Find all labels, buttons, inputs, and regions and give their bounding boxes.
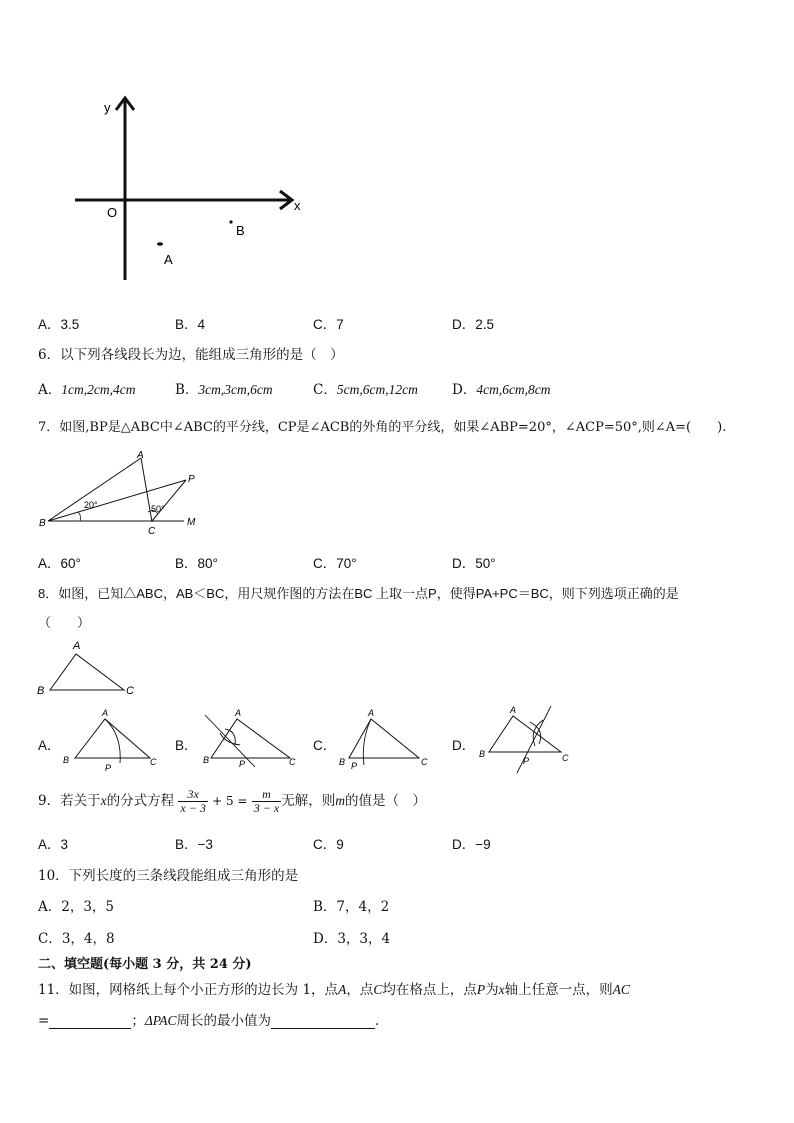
origin-label: O xyxy=(107,205,118,220)
q10-option-b[interactable]: B．7，4，2 xyxy=(313,899,390,915)
q9-fraction-2: $\frac{m}{3 - x}$ xyxy=(253,787,280,815)
q7-label-m: M xyxy=(187,517,196,528)
q8a-label-b: B xyxy=(63,755,70,765)
q8-label-c: C xyxy=(126,685,134,697)
point-b-label: B xyxy=(236,223,245,238)
q9-option-b[interactable]: B．−3 xyxy=(175,837,213,852)
q10-stem: 10．下列长度的三条线段能组成三角形的是 xyxy=(38,868,299,884)
q8-main-triangle xyxy=(50,654,124,690)
q8c-label-c: C xyxy=(421,757,428,767)
q11-line2: = ；ΔPAC周长的最小值为 . xyxy=(38,1013,380,1029)
q8b-label-c: C xyxy=(289,757,296,767)
q7-angle-50: 50° xyxy=(151,504,165,514)
q10-option-c[interactable]: C．3，4，8 xyxy=(38,931,115,947)
q7-figure xyxy=(34,446,224,538)
q8b-label-a: A xyxy=(235,708,242,718)
q8-option-d[interactable]: D． xyxy=(452,738,476,753)
q7-option-c[interactable]: C．70° xyxy=(313,556,357,571)
q8b-arc-1 xyxy=(220,733,240,745)
q7-line-cp xyxy=(152,480,186,521)
q8a-triangle xyxy=(75,719,150,758)
q8b-label-p: P xyxy=(239,759,246,769)
q8-option-b-figure[interactable] xyxy=(195,705,300,775)
q8-stem-line2: （ ） xyxy=(38,615,91,630)
q7-line-bp xyxy=(48,480,186,521)
q8b-label-b: B xyxy=(203,755,210,765)
point-b-dot xyxy=(229,220,232,223)
q8-main-figure xyxy=(34,636,144,698)
q7-label-b: B xyxy=(39,518,46,529)
q6-option-d[interactable]: D．4cm,6cm,8cm xyxy=(452,382,551,398)
q7-option-a[interactable]: A．60° xyxy=(38,556,81,571)
q8d-label-c: C xyxy=(562,753,569,763)
q8-label-a: A xyxy=(73,640,81,652)
q8-option-d-figure[interactable] xyxy=(475,700,585,775)
point-a-label: A xyxy=(164,252,173,267)
y-axis-label: y xyxy=(104,100,111,115)
q8c-label-b: B xyxy=(339,757,346,767)
q5-option-b[interactable]: B．4 xyxy=(175,317,206,332)
q11-line1: 11．如图，网格纸上每个小正方形的边长为 1，点A，点C均在格点上，点P为x轴上任意一点，则AC xyxy=(38,982,630,998)
q7-label-c: C xyxy=(148,526,156,537)
q8d-triangle xyxy=(489,716,561,752)
q8a-label-a: A xyxy=(102,708,109,718)
q7-option-d[interactable]: D．50° xyxy=(452,556,496,571)
q7-angle-20: 20° xyxy=(84,500,98,510)
q9-option-c[interactable]: C．9 xyxy=(313,837,344,852)
q8b-triangle xyxy=(211,719,290,758)
q7-stem: 7．如图,BP是△ABC中∠ABC的平分线，CP是∠ACB的外角的平分线，如果∠ABP=20°，∠ACP=50°,则∠A=( ). xyxy=(38,420,727,435)
q7-option-b[interactable]: B．80° xyxy=(175,556,218,571)
q8-stem-line1: 8．如图，已知△ABC，AB＜BC，用尺规作图的方法在BC 上取一点P，使得PA+PC＝BC，则下列选项正确的是 xyxy=(38,586,679,601)
q8c-label-p: P xyxy=(351,761,358,771)
q5-option-d[interactable]: D．2.5 xyxy=(452,317,495,332)
q6-option-c[interactable]: C．5cm,6cm,12cm xyxy=(313,382,418,398)
q11-blank-1[interactable] xyxy=(49,1014,131,1029)
q7-side-ba xyxy=(48,458,141,521)
q10-option-a[interactable]: A．2，3，5 xyxy=(38,899,115,915)
section-2-title: 二、填空题(每小题 3 分，共 24 分) xyxy=(38,957,252,972)
q8-option-c-figure[interactable] xyxy=(335,705,435,775)
q7-label-p: P xyxy=(188,474,195,485)
q8b-bisector xyxy=(205,715,255,767)
q6-option-b[interactable]: B．3cm,3cm,6cm xyxy=(175,382,273,398)
q8d-label-b: B xyxy=(479,749,486,759)
q9-option-a[interactable]: A．3 xyxy=(38,837,69,852)
q8d-label-a: A xyxy=(510,705,517,715)
q8a-label-c: C xyxy=(150,757,157,767)
q7-angle-arc-b xyxy=(78,512,81,521)
q8c-label-a: A xyxy=(368,708,375,718)
q9-stem: 9．若关于x的分式方程 $\frac{3x}{x - 3}$ + 5 = $\frac{m}{3 - x}$ 无解，则m的值是（ ） xyxy=(38,787,426,815)
q7-label-a: A xyxy=(137,450,144,461)
q10-option-d[interactable]: D．3，3，4 xyxy=(313,931,391,947)
q8-option-a-figure[interactable] xyxy=(60,705,160,775)
q8d-label-p: P xyxy=(523,756,530,766)
q8-option-c[interactable]: C． xyxy=(313,738,337,753)
q8-label-b: B xyxy=(37,685,45,697)
q9-fraction-1: $\frac{3x}{x - 3}$ xyxy=(180,787,206,815)
q11-blank-2[interactable] xyxy=(271,1014,375,1029)
q8a-label-p: P xyxy=(105,763,112,773)
q5-option-a[interactable]: A．3.5 xyxy=(38,317,80,332)
q5-option-c[interactable]: C．7 xyxy=(313,317,344,332)
q8-option-a[interactable]: A． xyxy=(38,738,61,753)
q6-stem: 6．以下列各线段长为边，能组成三角形的是（ ） xyxy=(38,347,344,363)
q8c-triangle xyxy=(349,719,419,758)
point-a-dot xyxy=(157,242,163,246)
coordinate-figure xyxy=(60,90,320,290)
x-axis-label: x xyxy=(294,198,301,213)
q9-option-d[interactable]: D．−9 xyxy=(452,837,491,852)
q6-option-a[interactable]: A．1cm,2cm,4cm xyxy=(38,382,136,398)
q8-option-b[interactable]: B． xyxy=(175,738,198,753)
